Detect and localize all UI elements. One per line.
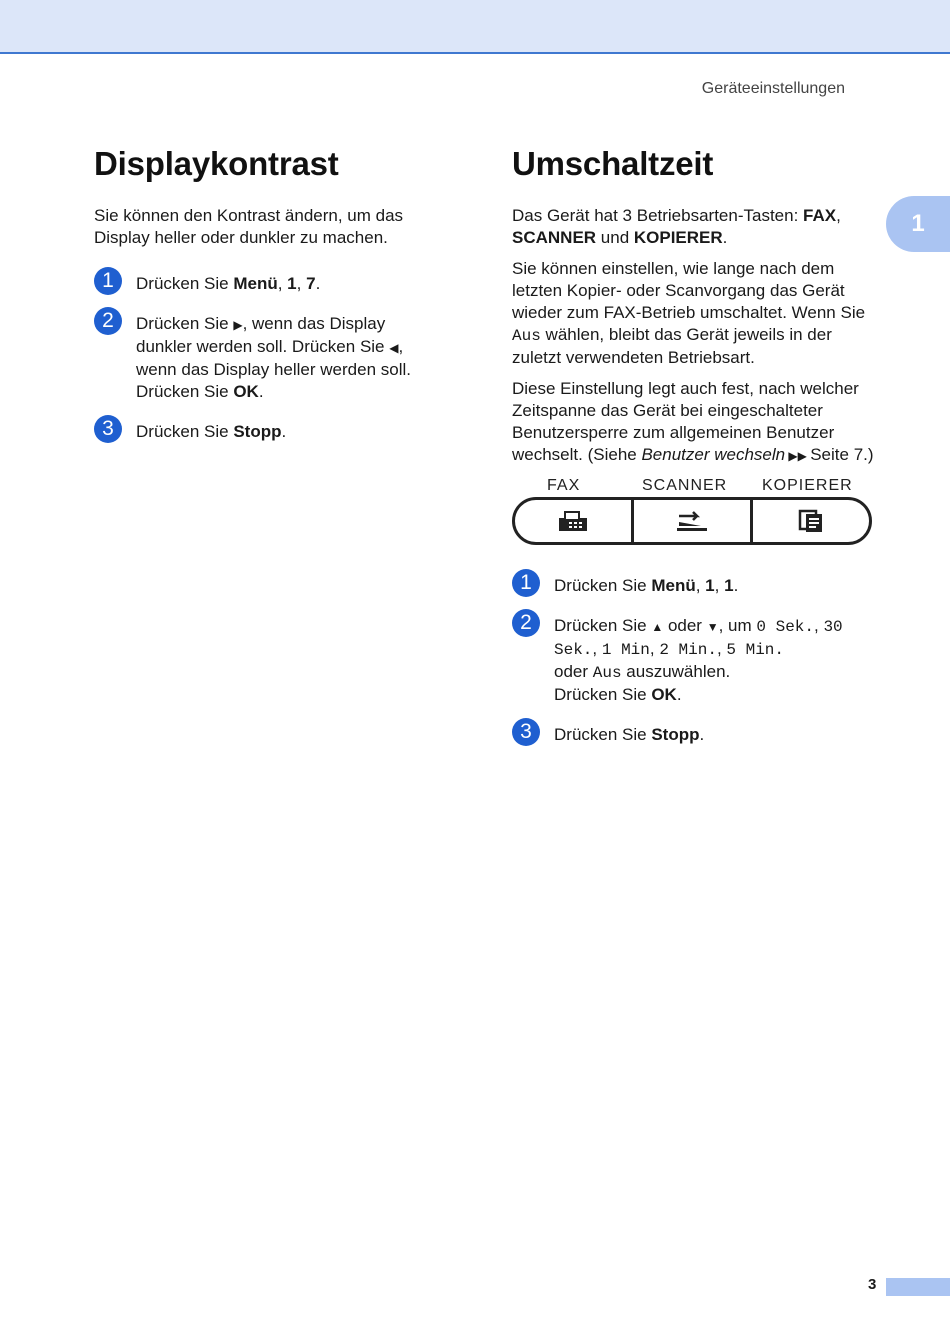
step-2 — [94, 309, 444, 403]
mode-keys-illustration — [512, 477, 877, 557]
lcd-value: Aus — [592, 664, 622, 682]
step-text: , — [716, 639, 727, 658]
key-name: 1 — [724, 576, 734, 595]
step-text: Drücken Sie — [554, 616, 652, 635]
step-text: . — [281, 422, 287, 441]
page-footer-tab — [886, 1278, 950, 1296]
text: wählen, bleibt das Gerät jeweils in der zuletzt verwendeten Betriebsart. — [512, 325, 832, 367]
text: . — [722, 228, 728, 247]
key-name: OK — [651, 685, 677, 704]
arrow-right-icon: ▶ — [233, 318, 243, 332]
step-number: 2 — [512, 609, 540, 637]
text: Das Gerät hat 3 Betriebsarten-Tasten: — [512, 206, 804, 225]
key-name: 1 — [705, 576, 715, 595]
intro-paragraph: Sie können den Kontrast ändern, um das Display heller oder dunkler zu machen. — [94, 206, 404, 247]
key-name: Menü — [651, 576, 696, 595]
lcd-value: Aus — [512, 327, 541, 345]
step-text: oder — [663, 616, 707, 635]
step-text: , — [814, 616, 824, 635]
paragraph-mode-timer — [512, 258, 877, 369]
key-name: 1 — [287, 274, 297, 293]
umschaltzeit-heading: Umschaltzeit — [512, 145, 714, 182]
kopierer-key — [753, 500, 869, 542]
chapter-tab — [886, 196, 950, 252]
step-text: oder — [554, 662, 593, 681]
key-name: FAX — [803, 206, 837, 225]
text: Sie können einstellen, wie lange nach dem letzten Kopier- oder Scanvorgang das Gerät wieder zum FAX-Betrieb umschaltet. Wenn Sie — [512, 259, 866, 322]
fax-key — [515, 500, 634, 542]
step-text: , — [714, 576, 725, 595]
step-text: Drücken Sie — [554, 576, 652, 595]
lcd-value: 1 Min — [601, 641, 650, 659]
step-number: 3 — [512, 718, 540, 746]
step-text: , wenn das Display heller werden soll. — [136, 337, 411, 379]
step-text: , um — [718, 616, 757, 635]
step-text: Drücken Sie — [554, 725, 652, 744]
left-column — [94, 145, 444, 461]
key-name: 7 — [306, 274, 316, 293]
step-number: 2 — [94, 307, 122, 335]
key-name: Stopp — [651, 725, 700, 744]
step-3 — [94, 417, 444, 443]
section-header: Geräteeinstellungen — [701, 80, 845, 97]
step-text: , wenn das Display dunkler werden soll. Drücken Sie — [136, 314, 390, 356]
text: , — [836, 206, 841, 225]
key-name: Menü — [233, 274, 278, 293]
scanner-key — [634, 500, 753, 542]
step-text: , — [277, 274, 288, 293]
step-number: 1 — [94, 267, 122, 295]
step-number: 1 — [512, 569, 540, 597]
step-text: , — [649, 639, 660, 658]
step-text: . — [699, 725, 705, 744]
step-text: , — [695, 576, 706, 595]
fax-icon — [557, 510, 589, 532]
step-text: . — [258, 382, 264, 401]
cross-reference: Benutzer wechseln — [641, 445, 786, 464]
page-number: 3 — [868, 1276, 877, 1293]
step-text: , — [592, 639, 602, 658]
double-arrow-icon: ▶▶ — [785, 449, 811, 463]
lcd-value: 0 Sek. — [756, 618, 814, 636]
arrow-left-icon: ◀ — [389, 341, 399, 355]
paragraph-user-lock — [512, 378, 877, 467]
scanner-key-label: SCANNER — [642, 477, 728, 494]
step-number: 3 — [94, 415, 122, 443]
step-text: . — [315, 274, 321, 293]
lcd-value: 2 Min. — [659, 641, 717, 659]
key-name: OK — [233, 382, 259, 401]
step-1 — [512, 571, 877, 597]
step-3 — [512, 720, 877, 746]
scanner-icon — [675, 510, 709, 532]
top-header-band — [0, 0, 950, 54]
step-text: , — [296, 274, 307, 293]
lcd-value: 30 Sek. — [554, 618, 843, 659]
key-name: SCANNER — [512, 228, 597, 247]
kopierer-key-label: KOPIERER — [762, 477, 853, 494]
step-text: Drücken Sie — [136, 382, 234, 401]
key-name: KOPIERER — [633, 228, 723, 247]
text: Diese Einstellung legt auch fest, nach welcher Zeitspanne das Gerät bei eingeschalteter Benutzersperre zum allgemeinen Benutzer wechselt. (Siehe — [512, 379, 859, 464]
arrow-up-icon: ▲ — [651, 620, 664, 634]
step-text: Drücken Sie — [136, 422, 234, 441]
fax-key-label: FAX — [547, 477, 581, 494]
step-text: . — [676, 685, 682, 704]
displaykontrast-heading: Displaykontrast — [94, 145, 339, 182]
key-name: Stopp — [233, 422, 282, 441]
text: und — [596, 228, 634, 247]
step-text: Drücken Sie — [136, 314, 234, 333]
copy-icon — [798, 509, 824, 533]
text: Seite 7.) — [810, 445, 874, 464]
chapter-number: 1 — [911, 210, 925, 237]
mode-key-bar — [512, 497, 872, 545]
paragraph-keys — [512, 205, 877, 249]
step-text: auszuwählen. — [621, 662, 731, 681]
right-column — [512, 145, 877, 764]
arrow-down-icon: ▼ — [706, 620, 719, 634]
step-1 — [94, 269, 444, 295]
step-2 — [512, 611, 877, 706]
step-text: Drücken Sie — [136, 274, 234, 293]
step-text: . — [733, 576, 739, 595]
step-text: Drücken Sie — [554, 685, 652, 704]
lcd-value: 5 Min. — [726, 641, 784, 659]
